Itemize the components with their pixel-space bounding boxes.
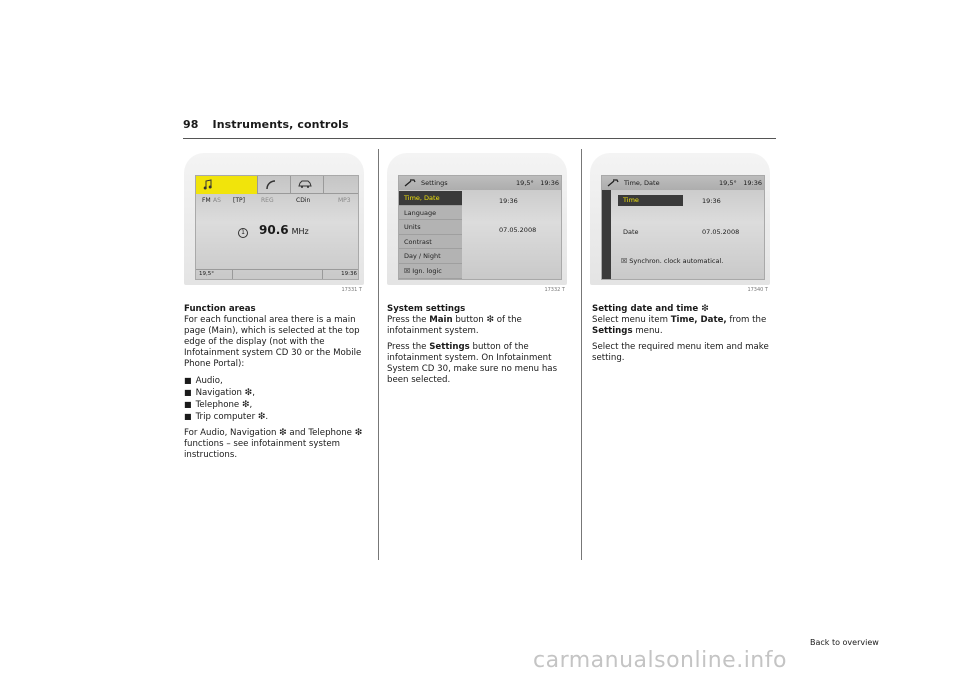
menu-item-contrast: Contrast: [399, 235, 462, 250]
page-number: 98: [183, 118, 199, 131]
frequency-line: [238, 223, 309, 238]
status-divider: [232, 270, 233, 280]
asterisk-icon: ❇: [279, 428, 287, 438]
figure-number: 17331 T: [341, 287, 362, 293]
tab-empty: [324, 176, 359, 194]
source-mp3: MP3: [338, 197, 351, 204]
frequency-unit: MHz: [291, 227, 309, 236]
header-rule: [183, 138, 776, 139]
paragraph: Press the Settings button of the infotainment system. On Infotainment System CD 30, make sure no menu has been selected.: [387, 342, 558, 385]
source-as: AS: [213, 197, 221, 204]
source-reg: REG: [261, 197, 274, 204]
menu-item-ign-logic: ☒ Ign. logic: [399, 264, 462, 279]
car-icon: [298, 179, 312, 189]
asterisk-icon: ❇: [241, 400, 250, 410]
settings-menu: [399, 191, 462, 279]
menu-title: Time, Date: [624, 179, 660, 187]
row-time-label: Time: [618, 195, 683, 206]
figure-audio-display: [184, 153, 364, 293]
section-heading: System settings: [387, 304, 466, 314]
display-screen: [601, 175, 765, 280]
frequency-value: 90.6: [259, 223, 289, 237]
source-cdin: CDin: [296, 197, 311, 204]
telephone-icon: [265, 179, 277, 191]
clock: 19:36: [540, 179, 559, 187]
settings-wrench-icon: [607, 179, 619, 187]
asterisk-icon: ❇: [354, 428, 363, 438]
music-note-icon: [203, 179, 213, 190]
figure-settings-display: [387, 153, 567, 293]
paragraph: Setting date and time ❇ Select menu item Time, Date, from the Settings menu.: [592, 304, 777, 337]
row-date-label: Date: [623, 228, 639, 236]
function-list: [184, 375, 369, 423]
callout-marker: 1: [238, 228, 248, 238]
asterisk-icon: ❇: [486, 315, 494, 325]
clock: 19:36: [743, 179, 762, 187]
function-tabs: [196, 176, 359, 194]
display-header: [399, 176, 562, 190]
source-fm: FM: [202, 197, 211, 204]
list-item: ■ Navigation ❇,: [184, 387, 369, 399]
column-divider: [378, 149, 379, 560]
column-divider: [581, 149, 582, 560]
list-item: ■ Telephone ❇,: [184, 399, 369, 411]
asterisk-icon: ❇: [701, 304, 709, 314]
figure-number: 17332 T: [544, 287, 565, 293]
watermark: carmanualsonline.info: [533, 648, 787, 673]
figure-time-date-display: [590, 153, 770, 293]
menu-side-bar: [602, 190, 611, 280]
temperature: 19,5°: [719, 179, 737, 187]
display-header: [602, 176, 765, 190]
tab-telephone: [258, 176, 291, 194]
column-system-settings: [387, 304, 572, 391]
tab-audio: [196, 176, 258, 194]
list-item: ■ Audio,: [184, 375, 369, 387]
section-heading: Function areas: [184, 304, 256, 314]
menu-item-units: Units: [399, 220, 462, 235]
status-bar: [196, 269, 359, 279]
paragraph: System settings Press the Main button ❇ of the infotainment system.: [387, 304, 572, 337]
temperature: 19,5°: [199, 271, 214, 277]
paragraph: For Audio, Navigation ❇ and Telephone ❇ functions – see infotainment system instructions.: [184, 428, 363, 460]
settings-wrench-icon: [404, 179, 416, 187]
paragraph: For each functional area there is a main page (Main), which is selected at the top edge of the display (not with the Infotainment system CD 30 or the Mobile Phone Portal):: [184, 315, 362, 369]
page-title: Instruments, controls: [212, 118, 349, 131]
section-heading: Setting date and time ❇: [592, 304, 709, 314]
menu-item-language: Language: [399, 206, 462, 221]
temperature: 19,5°: [516, 179, 534, 187]
date-value: 07.05.2008: [499, 226, 537, 234]
tab-trip-computer: [291, 176, 324, 194]
clock: 19:36: [341, 271, 357, 277]
display-screen: [398, 175, 562, 280]
page-header: [183, 118, 349, 131]
paragraph: Select the required menu item and make setting.: [592, 342, 769, 363]
column-date-time: [592, 304, 777, 369]
row-date-value: 07.05.2008: [702, 228, 740, 236]
list-item: ■ Trip computer ❇.: [184, 411, 369, 423]
asterisk-icon: ❇: [257, 412, 266, 422]
display-screen: [195, 175, 359, 280]
column-function-areas: [184, 304, 369, 466]
row-time-value: 19:36: [702, 197, 721, 205]
time-value: 19:36: [499, 197, 518, 205]
menu-title: Settings: [421, 179, 448, 187]
source-tp: [TP]: [233, 197, 245, 204]
asterisk-icon: ❇: [244, 388, 253, 398]
menu-item-day-night: Day / Night: [399, 249, 462, 264]
menu-item-time-date: Time, Date: [399, 191, 462, 206]
status-divider: [322, 270, 323, 280]
sync-clock-option: ☒ Synchron. clock automatical.: [621, 257, 723, 265]
figure-number: 17340 T: [747, 287, 768, 293]
back-to-overview-link[interactable]: Back to overview: [810, 638, 879, 647]
